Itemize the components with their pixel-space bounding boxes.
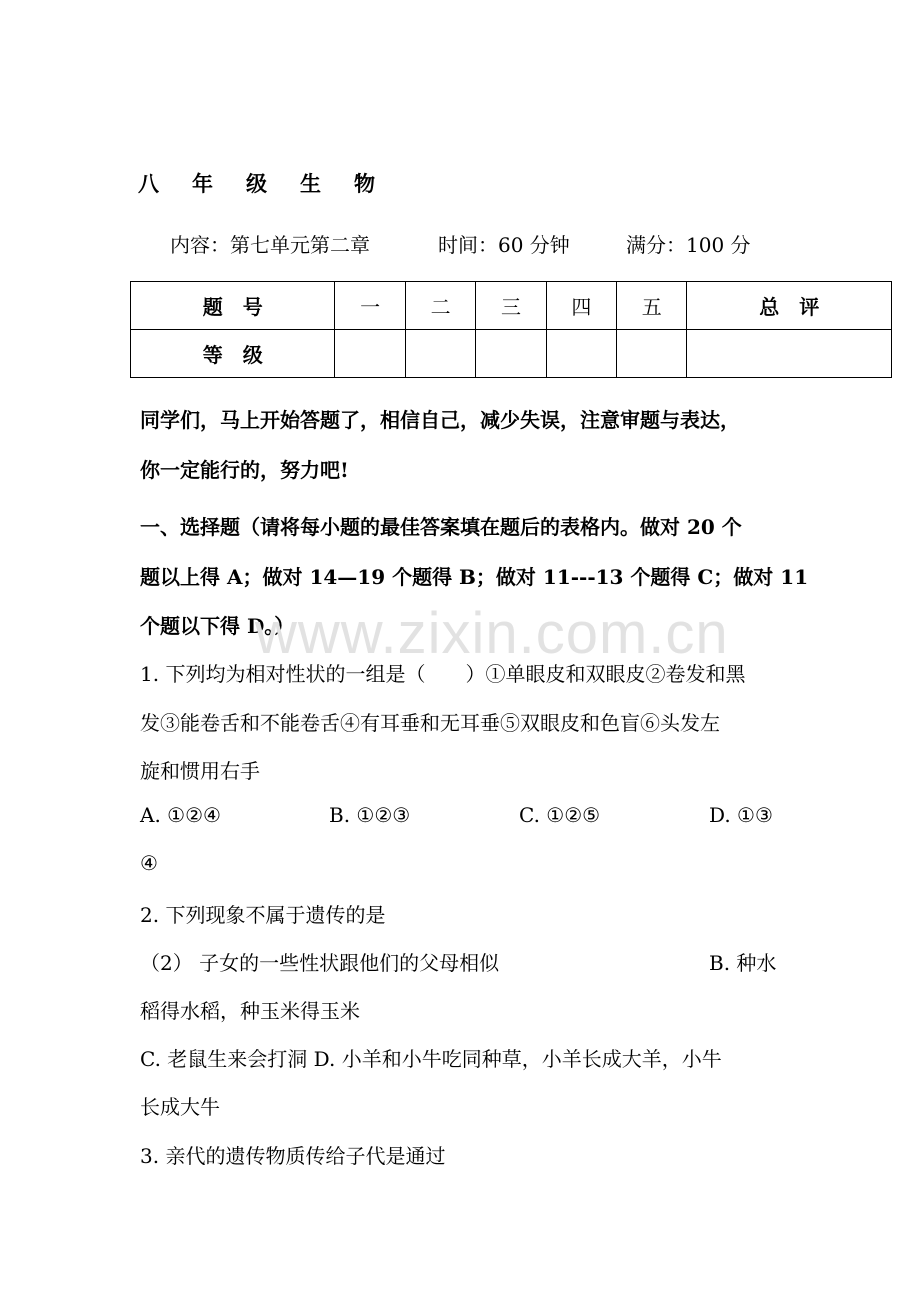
title-char: 年: [192, 171, 213, 196]
table-cell: 五: [617, 282, 687, 330]
question-1-stem: 旋和惯用右手: [140, 759, 260, 783]
section-heading: 个题以下得 D。）: [140, 614, 295, 638]
table-cell: 四: [546, 282, 616, 330]
grade-table-row: [131, 330, 892, 378]
option-a[interactable]: （2） 子女的一些性状跟他们的父母相似: [140, 951, 500, 975]
table-cell: 二: [405, 282, 475, 330]
grade-input-cell[interactable]: [335, 330, 405, 378]
option-b[interactable]: B. ①②③: [329, 803, 411, 827]
table-cell: 总 评: [687, 282, 892, 330]
section-heading: 一、选择题（请将每小题的最佳答案填在题后的表格内。做对 20 个: [140, 515, 742, 539]
question-1-stem: 1. 下列均为相对性状的一组是（ ）①单眼皮和双眼皮②卷发和黑: [140, 662, 746, 686]
question-1-stem: 发③能卷舌和不能卷舌④有耳垂和无耳垂⑤双眼皮和色盲⑥头发左: [140, 711, 720, 735]
encourage-line: 你一定能行的，努力吧!: [140, 458, 349, 482]
grade-table: [130, 281, 892, 378]
option-d-wrap: 长成大牛: [140, 1095, 220, 1119]
question-2-stem: 2. 下列现象不属于遗传的是: [140, 903, 386, 927]
option-d-wrap: ④: [140, 851, 158, 875]
table-cell: 题 号: [131, 282, 335, 330]
exam-meta: [170, 229, 751, 258]
table-cell: 一: [335, 282, 405, 330]
option-a[interactable]: A. ①②④: [140, 803, 221, 827]
option-b[interactable]: B. 种水: [709, 951, 777, 975]
section-heading: 题以上得 A；做对 14—19 个题得 B；做对 11---13 个题得 C；做对 11: [140, 565, 809, 589]
time-limit: 时间：60 分钟: [438, 233, 570, 257]
question-3-stem: 3. 亲代的遗传物质传给子代是通过: [140, 1144, 446, 1168]
encourage-line: 同学们，马上开始答题了，相信自己，减少失误，注意审题与表达，: [140, 408, 740, 432]
option-b-wrap: 稻得水稻，种玉米得玉米: [140, 999, 360, 1023]
grade-table-header-row: [131, 282, 892, 330]
content-scope: 内容：第七单元第二章: [170, 233, 370, 257]
full-score: 满分：100 分: [626, 233, 751, 257]
grade-input-cell[interactable]: [687, 330, 892, 378]
table-cell: 三: [476, 282, 546, 330]
grade-input-cell[interactable]: [617, 330, 687, 378]
grade-input-cell[interactable]: [546, 330, 616, 378]
table-cell: 等 级: [131, 330, 335, 378]
title-char: 八: [138, 171, 159, 196]
grade-input-cell[interactable]: [476, 330, 546, 378]
grade-input-cell[interactable]: [405, 330, 475, 378]
title-char: 生: [300, 171, 321, 196]
title-char: 级: [246, 171, 267, 196]
option-c[interactable]: C. ①②⑤: [519, 803, 601, 827]
title-char: 物: [354, 171, 375, 196]
option-d[interactable]: D. ①③: [709, 803, 773, 827]
watermark: www.zixin.com.cn: [255, 601, 729, 666]
exam-title: [138, 168, 408, 198]
option-c-d[interactable]: C. 老鼠生来会打洞 D. 小羊和小牛吃同种草，小羊长成大羊，小牛: [140, 1047, 722, 1071]
